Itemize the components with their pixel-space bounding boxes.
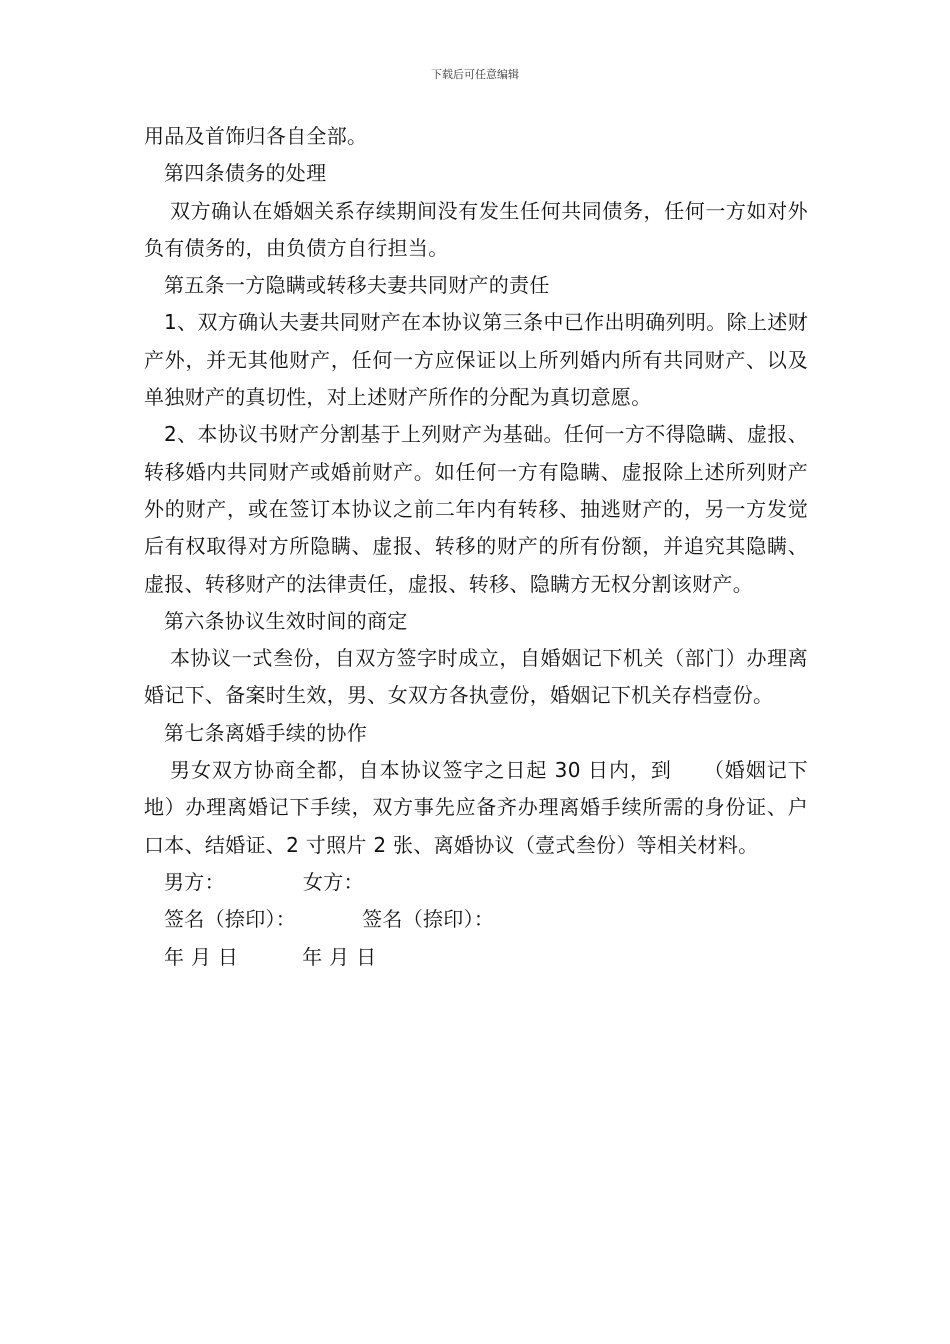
article-7-body: 男女双方协商全都，自本协议签字之日起 30 日内，到 （婚姻记下地）办理离婚记下手续，双方事先应备齐办理离婚手续所需的身份证、户口本、结婚证、2 寸照片 2 张、离婚协议（壹式叁份）等相关材料。: [144, 758, 808, 857]
article-5-title: 第五条一方隐瞒或转移夫妻共同财产的责任: [164, 273, 550, 298]
male-signature-label: 签名（捺印）：: [164, 907, 297, 932]
male-party-label: 男方：: [164, 869, 225, 894]
article-5-clause-2: 2、本协议书财产分割基于上列财产为基础。任何一方不得隐瞒、虚报、转移婚内共同财产或婚前财产。如任何一方有隐瞒、虚报除上述所列财产外的财产，或在签订本协议之前二年内有转移、抽逃财产的，另一方发觉后有权取得对方所隐瞒、虚报、转移的财产的所有份额，并追究其隐瞒、虚报、转移财产的法律责任，虚报、转移、隐瞒方无权分割该财产。: [144, 422, 808, 596]
male-date-label: 年 月 日: [164, 944, 239, 969]
signature-labels-row: [144, 901, 808, 938]
article-5-clause-1: 1、双方确认夫妻共同财产在本协议第三条中已作出明确列明。除上述财产外，并无其他财产，任何一方应保证以上所列婚内所有共同财产、以及单独财产的真切性，对上述财产所作的分配为真切意愿。: [144, 310, 808, 410]
female-signature-label: 签名（捺印）：: [362, 907, 495, 932]
page-header: 下载后可任意编辑: [431, 68, 519, 81]
female-party-label: 女方：: [302, 869, 364, 894]
article-6-title: 第六条协议生效时间的商定: [164, 608, 408, 633]
party-labels-row: [144, 864, 808, 901]
paragraph-item-line: 用品及首饰归各自全部。: [144, 124, 368, 148]
document-body: [144, 118, 808, 976]
article-6-body: 本协议一式叁份，自双方签字时成立，自婚姻记下机关（部门）办理离婚记下、备案时生效，男、女双方各执壹份，婚姻记下机关存档壹份。: [144, 646, 808, 708]
date-row: [144, 939, 808, 976]
female-date-label: 年 月 日: [302, 944, 377, 969]
article-4-body: 双方确认在婚姻关系存续期间没有发生任何共同债务，任何一方如对外负有债务的，由负债方自行担当。: [144, 198, 808, 260]
article-7-title: 第七条离婚手续的协作: [164, 720, 367, 745]
article-4-title: 第四条债务的处理: [164, 161, 327, 186]
